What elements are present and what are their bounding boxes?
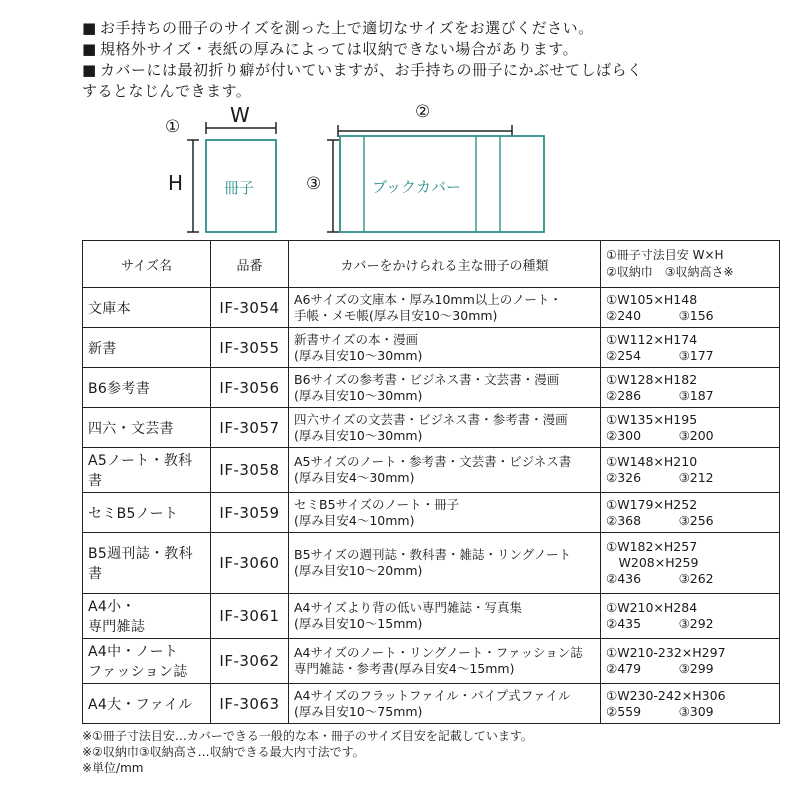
bullet-square: ■ xyxy=(82,19,97,37)
description-cell xyxy=(289,288,601,328)
dimension-line: ②436 ③262 xyxy=(606,571,714,586)
dimension-line: ②368 ③256 xyxy=(606,512,714,528)
booklet-label: 冊子 xyxy=(224,179,255,197)
dimensions-cell xyxy=(601,594,780,639)
size-name-line: 専門雑誌 xyxy=(88,619,146,635)
size-name-line: 文庫本 xyxy=(88,300,131,317)
size-name-line: B5週刊誌・教科書 xyxy=(88,546,193,582)
size-name-line: セミB5ノート xyxy=(88,505,179,522)
dimension-line: ①W148×H210 xyxy=(606,454,698,469)
size-name-cell xyxy=(83,533,211,594)
product-code-cell: IF-3059 xyxy=(211,493,289,533)
marker-2: ② xyxy=(415,102,431,122)
dimensions-cell xyxy=(601,328,780,368)
description-line: (厚み目安4～30mm) xyxy=(294,470,415,485)
description-line: 手帳・メモ帳(厚み目安10～30mm) xyxy=(294,307,498,323)
table-row xyxy=(83,533,780,594)
description-line: B5サイズの週刊誌・教科書・雑誌・リングノート xyxy=(294,547,572,562)
bullet-square: ■ xyxy=(82,40,97,58)
description-line: (厚み目安10～15mm) xyxy=(294,616,423,631)
size-name-line: A4中・ノート xyxy=(88,644,179,660)
product-code-cell: IF-3063 xyxy=(211,684,289,724)
dimensions-cell xyxy=(601,533,780,594)
header-dimensions-line1: ①冊子寸法目安 W×H xyxy=(606,248,724,262)
dimension-line: ①W135×H195 xyxy=(606,411,698,427)
dimension-line: ②240 ③156 xyxy=(606,307,714,323)
description-cell xyxy=(289,493,601,533)
description-line: (厚み目安10～20mm) xyxy=(294,563,423,578)
cover-label: ブックカバー xyxy=(372,178,461,196)
header-size-name: サイズ名 xyxy=(83,241,211,288)
size-name-line: 新書 xyxy=(88,340,117,357)
marker-1: ① xyxy=(165,117,181,137)
description-line: 専門雑誌・参考書(厚み目安4～15mm) xyxy=(294,661,515,676)
footnotes xyxy=(82,728,533,776)
size-name-line: ファッション誌 xyxy=(88,664,188,680)
table-row xyxy=(83,639,780,684)
description-line: A6サイズの文庫本・厚み10mm以上のノート・ xyxy=(294,291,562,307)
header-description: カバーをかけられる主な冊子の種類 xyxy=(289,241,601,288)
dimensions-cell xyxy=(601,448,780,493)
dimensions-cell xyxy=(601,639,780,684)
product-code-cell: IF-3058 xyxy=(211,448,289,493)
size-name-line: A5ノート・教科書 xyxy=(88,453,193,489)
header-product-code: 品番 xyxy=(211,241,289,288)
description-line: 四六サイズの文芸書・ビジネス書・参考書・漫画 xyxy=(294,411,568,427)
size-name-line: A4小・ xyxy=(88,599,136,615)
size-name-cell xyxy=(83,493,211,533)
table-row xyxy=(83,684,780,724)
dimension-line: ②559 ③309 xyxy=(606,703,714,719)
table-row xyxy=(83,408,780,448)
dimensions-cell xyxy=(601,368,780,408)
description-cell xyxy=(289,533,601,594)
product-code-cell: IF-3061 xyxy=(211,594,289,639)
table-row xyxy=(83,368,780,408)
size-diagram xyxy=(0,0,800,240)
dimension-line: ①W210×H284 xyxy=(606,600,698,615)
dimension-line: ②286 ③187 xyxy=(606,387,714,403)
table-row xyxy=(83,328,780,368)
description-line: A4サイズのフラットファイル・パイプ式ファイル xyxy=(294,687,571,703)
product-code-cell: IF-3055 xyxy=(211,328,289,368)
description-cell xyxy=(289,328,601,368)
dimension-line: ①W105×H148 xyxy=(606,291,698,307)
footnote: ※①冊子寸法目安…カバーできる一般的な本・冊子のサイズ目安を記載しています。 xyxy=(82,729,533,743)
description-line: (厚み目安10～30mm) xyxy=(294,347,423,363)
h-label: H xyxy=(168,171,184,195)
size-name-line: A4大・ファイル xyxy=(88,696,193,713)
description-line: A5サイズのノート・参考書・文芸書・ビジネス書 xyxy=(294,454,572,469)
product-code-cell: IF-3056 xyxy=(211,368,289,408)
size-name-cell xyxy=(83,594,211,639)
dimension-line: ②479 ③299 xyxy=(606,661,714,676)
note-text: カバーには最初折り癖が付いていますが、お手持ちの冊子にかぶせてしばらく xyxy=(100,61,643,79)
table-row xyxy=(83,594,780,639)
description-cell xyxy=(289,684,601,724)
size-name-cell xyxy=(83,448,211,493)
dimension-line: ①W112×H174 xyxy=(606,331,698,347)
table-row xyxy=(83,288,780,328)
dimension-line: ①W182×H257 xyxy=(606,539,698,554)
header-dimensions xyxy=(601,241,780,288)
size-name-line: B6参考書 xyxy=(88,380,151,397)
footnote: ※単位/mm xyxy=(82,761,144,775)
dimension-line: ①W210-232×H297 xyxy=(606,645,726,660)
table-row xyxy=(83,448,780,493)
description-line: セミB5サイズのノート・冊子 xyxy=(294,496,460,512)
product-code-cell: IF-3057 xyxy=(211,408,289,448)
description-line: A4サイズより背の低い専門雑誌・写真集 xyxy=(294,600,523,615)
note-text: お手持ちの冊子のサイズを測った上で適切なサイズをお選びください。 xyxy=(100,19,594,37)
dimension-line: ②300 ③200 xyxy=(606,427,714,443)
size-name-cell xyxy=(83,328,211,368)
size-name-cell xyxy=(83,288,211,328)
table-header-row xyxy=(83,241,780,288)
dimensions-cell xyxy=(601,493,780,533)
dimensions-cell xyxy=(601,288,780,328)
dimension-line: ①W179×H252 xyxy=(606,496,698,512)
dimension-line: W208×H259 xyxy=(606,555,699,570)
dimensions-cell xyxy=(601,408,780,448)
dimension-line: ②435 ③292 xyxy=(606,616,714,631)
description-line: B6サイズの参考書・ビジネス書・文芸書・漫画 xyxy=(294,371,560,387)
description-cell xyxy=(289,408,601,448)
description-cell xyxy=(289,594,601,639)
size-name-cell xyxy=(83,684,211,724)
description-line: (厚み目安10～30mm) xyxy=(294,427,423,443)
description-line: 新書サイズの本・漫画 xyxy=(294,331,419,347)
dimension-line: ②326 ③212 xyxy=(606,470,714,485)
note-text-continued: するとなじんできます。 xyxy=(82,82,252,100)
dimension-line: ②254 ③177 xyxy=(606,347,714,363)
size-name-line: 四六・文芸書 xyxy=(88,420,174,437)
bullet-square: ■ xyxy=(82,61,97,79)
size-name-cell xyxy=(83,408,211,448)
footnote: ※②収納巾③収納高さ…収納できる最大内寸法です。 xyxy=(82,745,365,759)
product-code-cell: IF-3054 xyxy=(211,288,289,328)
description-line: (厚み目安10～75mm) xyxy=(294,703,423,719)
size-name-cell xyxy=(83,368,211,408)
note-text: 規格外サイズ・表紙の厚みによっては収納できない場合があります。 xyxy=(100,40,579,58)
header-dimensions-line2: ②収納巾 ③収納高さ※ xyxy=(606,265,734,279)
marker-3: ③ xyxy=(306,174,322,194)
w-label: W xyxy=(230,103,250,127)
description-cell xyxy=(289,448,601,493)
description-line: A4サイズのノート・リングノート・ファッション誌 xyxy=(294,645,583,660)
dimension-line: ①W128×H182 xyxy=(606,371,698,387)
size-name-cell xyxy=(83,639,211,684)
product-code-cell: IF-3062 xyxy=(211,639,289,684)
description-line: (厚み目安10～30mm) xyxy=(294,387,423,403)
dimension-line: ①W230-242×H306 xyxy=(606,687,726,703)
product-code-cell: IF-3060 xyxy=(211,533,289,594)
dimensions-cell xyxy=(601,684,780,724)
description-line: (厚み目安4～10mm) xyxy=(294,512,415,528)
table-row xyxy=(83,493,780,533)
description-cell xyxy=(289,639,601,684)
description-cell xyxy=(289,368,601,408)
size-table xyxy=(82,240,780,724)
